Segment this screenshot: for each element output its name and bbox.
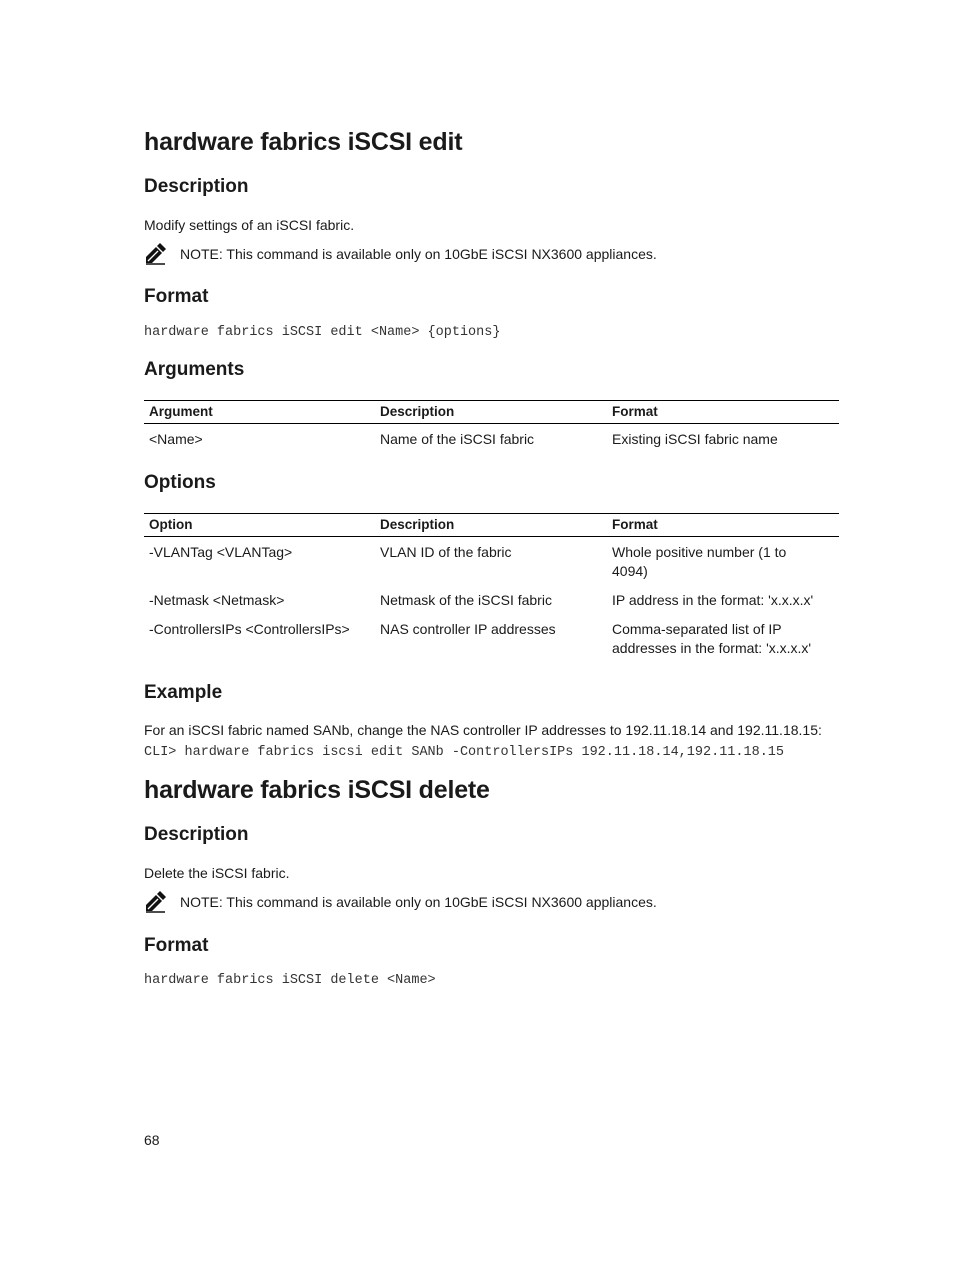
table-cell: -ControllersIPs <ControllersIPs> <box>149 621 350 637</box>
table-cell: -Netmask <Netmask> <box>149 592 285 608</box>
column-header: Option <box>144 514 375 537</box>
note-label: NOTE: <box>180 246 223 262</box>
table-header-row <box>144 401 839 424</box>
arguments-table <box>144 400 839 453</box>
example-heading: Example <box>144 682 223 703</box>
format-code: hardware fabrics iSCSI delete <Name> <box>144 973 436 988</box>
options-table <box>144 513 839 662</box>
page-number: 68 <box>144 1132 160 1148</box>
description-text: Delete the iSCSI fabric. <box>144 865 290 881</box>
pencil-note-icon <box>144 891 166 913</box>
column-header: Argument <box>144 401 375 424</box>
table-cell: Whole positive number (1 to 4094) <box>612 544 787 579</box>
description-text: Modify settings of an iSCSI fabric. <box>144 217 355 233</box>
section-title-edit: hardware fabrics iSCSI edit <box>144 128 463 156</box>
options-heading: Options <box>144 472 216 493</box>
table-row <box>144 537 839 586</box>
column-header: Format <box>607 514 839 537</box>
table-cell: VLAN ID of the fabric <box>380 544 512 560</box>
format-heading: Format <box>144 935 209 956</box>
note <box>144 245 657 265</box>
note-text: This command is available only on 10GbE iSCSI NX3600 appliances. <box>222 894 657 910</box>
note-content <box>180 893 657 912</box>
note <box>144 893 657 913</box>
pencil-note-icon <box>144 243 166 265</box>
table-cell: Netmask of the iSCSI fabric <box>380 592 552 608</box>
note-text: This command is available only on 10GbE iSCSI NX3600 appliances. <box>222 246 657 262</box>
table-header-row <box>144 514 839 537</box>
table-row <box>144 585 839 614</box>
format-code: hardware fabrics iSCSI edit <Name> {options} <box>144 325 501 340</box>
format-heading: Format <box>144 286 209 307</box>
table-cell: <Name> <box>149 431 203 447</box>
description-heading: Description <box>144 176 249 197</box>
example-code: CLI> hardware fabrics iscsi edit SANb -ControllersIPs 192.11.18.14,192.11.18.15 <box>144 745 785 760</box>
column-header: Description <box>375 514 607 537</box>
arguments-heading: Arguments <box>144 359 245 380</box>
table-row <box>144 424 839 454</box>
table-cell: NAS controller IP addresses <box>380 621 556 637</box>
note-label: NOTE: <box>180 894 223 910</box>
table-cell: Name of the iSCSI fabric <box>380 431 535 447</box>
description-heading: Description <box>144 824 249 845</box>
table-cell: -VLANTag <VLANTag> <box>149 544 293 560</box>
table-cell: Existing iSCSI fabric name <box>612 431 778 447</box>
note-content <box>180 245 657 264</box>
table-cell: Comma-separated list of IP addresses in the format: 'x.x.x.x' <box>612 621 812 656</box>
column-header: Description <box>375 401 607 424</box>
section-title-delete: hardware fabrics iSCSI delete <box>144 776 490 804</box>
table-row <box>144 614 839 662</box>
column-header: Format <box>607 401 839 424</box>
table-cell: IP address in the format: 'x.x.x.x' <box>612 592 814 608</box>
example-text: For an iSCSI fabric named SANb, change the NAS controller IP addresses to 192.11.18.14 and 192.11.18.15: <box>144 722 822 738</box>
